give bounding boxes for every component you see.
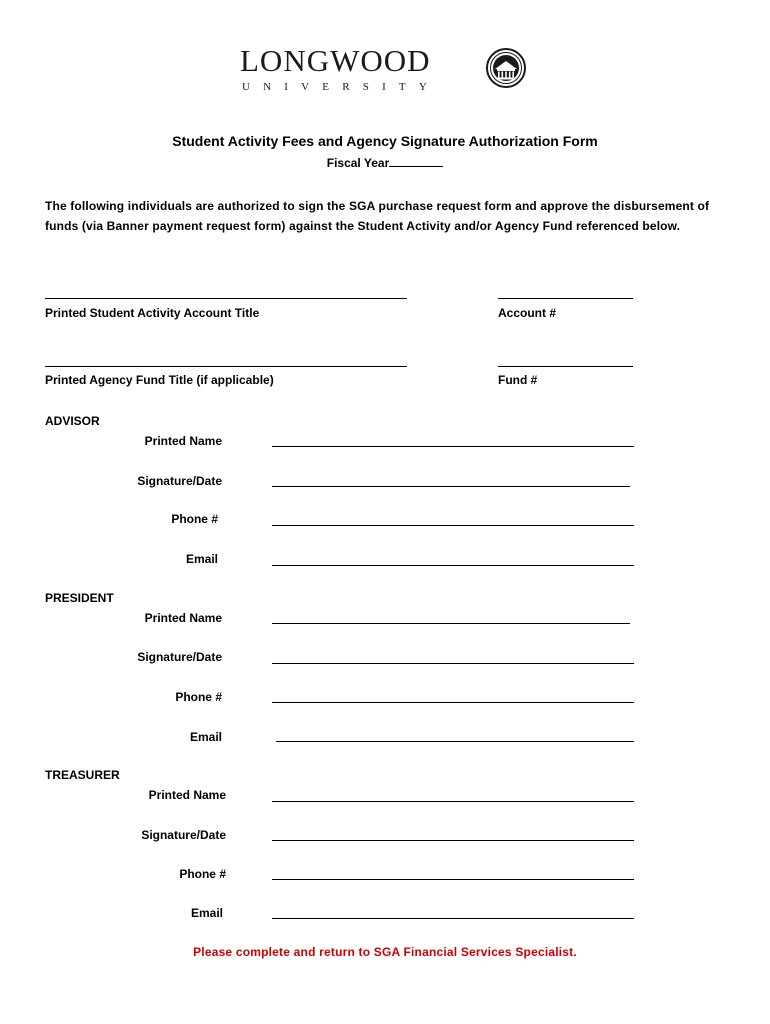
president-signature-label: Signature/Date xyxy=(137,650,222,664)
fiscal-year-row xyxy=(0,155,770,171)
treasurer-printed-name-line[interactable] xyxy=(272,801,634,802)
advisor-phone-line[interactable] xyxy=(272,525,634,526)
president-email-line[interactable] xyxy=(276,741,634,742)
advisor-email-label: Email xyxy=(185,552,218,566)
account-number-label: Account # xyxy=(498,306,557,320)
agency-title-line[interactable] xyxy=(45,366,407,367)
advisor-phone-label: Phone # xyxy=(171,512,218,526)
president-heading: PRESIDENT xyxy=(45,591,114,605)
treasurer-email-label: Email xyxy=(190,906,223,920)
fiscal-year-label: Fiscal Year xyxy=(326,156,390,170)
account-title-label: Printed Student Activity Account Title xyxy=(45,306,260,320)
agency-title-label: Printed Agency Fund Title (if applicable) xyxy=(45,373,274,387)
fiscal-year-blank[interactable] xyxy=(389,155,443,167)
fund-number-line[interactable] xyxy=(498,366,633,367)
treasurer-heading: TREASURER xyxy=(45,768,120,782)
university-seal-icon xyxy=(486,48,526,88)
university-wordmark: LONGWOOD xyxy=(240,43,431,78)
president-signature-line[interactable] xyxy=(272,663,634,664)
fund-number-label: Fund # xyxy=(498,373,538,387)
advisor-email-line[interactable] xyxy=(272,565,634,566)
treasurer-phone-line[interactable] xyxy=(272,879,634,880)
treasurer-email-line[interactable] xyxy=(272,918,634,919)
account-number-line[interactable] xyxy=(498,298,633,299)
treasurer-printed-name-label: Printed Name xyxy=(148,788,226,802)
treasurer-signature-line[interactable] xyxy=(272,840,634,841)
treasurer-signature-label: Signature/Date xyxy=(141,828,226,842)
president-phone-label: Phone # xyxy=(175,690,222,704)
president-printed-name-label: Printed Name xyxy=(144,611,222,625)
advisor-printed-name-label: Printed Name xyxy=(144,434,222,448)
account-title-line[interactable] xyxy=(45,298,407,299)
advisor-signature-label: Signature/Date xyxy=(137,474,222,488)
president-email-label: Email xyxy=(189,730,222,744)
advisor-signature-line[interactable] xyxy=(272,486,630,487)
authorization-intro: The following individuals are authorized to sign the SGA purchase request form and approve the disbursement of funds (via Banner payment request form) against the Student Activity and/or Agency Fund referenced below. xyxy=(45,199,710,233)
treasurer-phone-label: Phone # xyxy=(179,867,226,881)
president-phone-line[interactable] xyxy=(272,702,634,703)
president-printed-name-line[interactable] xyxy=(272,623,630,624)
advisor-printed-name-line[interactable] xyxy=(272,446,634,447)
return-instructions: Please complete and return to SGA Financial Services Specialist. xyxy=(193,945,577,959)
advisor-heading: ADVISOR xyxy=(45,414,100,428)
form-title: Student Activity Fees and Agency Signature Authorization Form xyxy=(172,133,598,149)
university-subtitle: UNIVERSITY xyxy=(242,81,440,93)
